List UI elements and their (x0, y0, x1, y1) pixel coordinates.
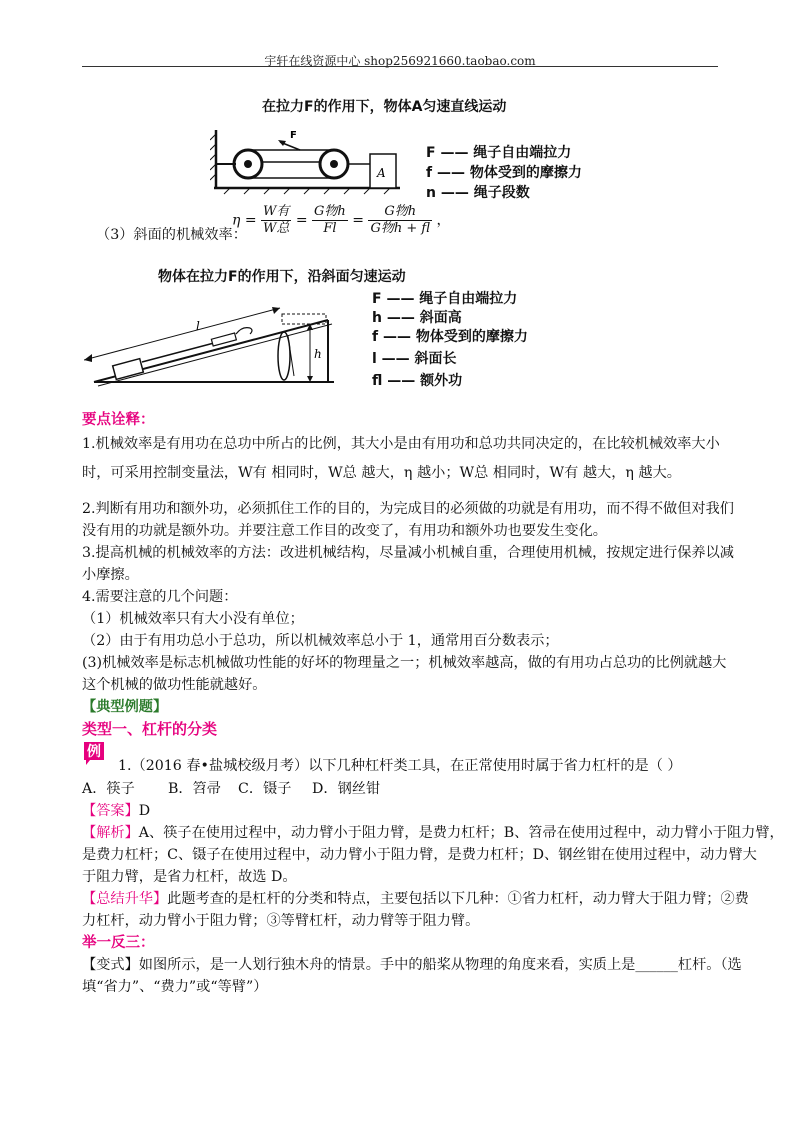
pulley-figure (210, 126, 410, 196)
legend1-item: F —— 绳子自由端拉力 (426, 145, 572, 161)
figure1-caption: 在拉力F的作用下，物体A匀速直线运动 (262, 99, 507, 115)
legend1-item: n —— 绳子段数 (426, 185, 530, 201)
incline-formula-label: （3）斜面的机械效率： (96, 227, 247, 243)
summary-text: 此题考查的是杠杆的分类和特点，主要包括以下几种：①省力杠杆，动力臂大于阻力臂；②费 (167, 891, 749, 907)
eta-symbol: η = (232, 212, 257, 229)
paragraph: （1）机械效率只有大小没有单位； (82, 611, 304, 627)
legend1-item: f —— 物体受到的摩擦力 (426, 165, 582, 181)
paragraph: (3)机械效率是标志机械做功性能的好坏的物理量之一；机械效率越高，做的有用功占总功的比例就越大 (82, 655, 727, 671)
paragraph: 时，可采用控制变量法，W有 相同时，W总 越大，η 越小；W总 相同时，W有 越大，η 越大。 (82, 465, 681, 481)
block-label: A (377, 166, 386, 180)
option-d: D．钢丝钳 (312, 781, 381, 797)
answer-line (82, 800, 150, 822)
summary-text: 力杠杆，动力臂小于阻力臂；③等臂杠杆，动力臂等于阻力臂。 (82, 913, 480, 929)
paragraph: 1.机械效率是有用功在总功中所占的比例，其大小是由有用功和总功共同决定的，在比较机械效率大小 (82, 436, 720, 452)
typical-examples-title: 【典型例题】 (82, 699, 168, 715)
incline-figure (84, 296, 344, 388)
question-stem: 1.（2016 春•盐城校级月考）以下几种杠杆类工具，在正常使用时属于省力杠杆的是（ ） (118, 758, 682, 774)
legend2-item: l —— 斜面长 (372, 351, 457, 367)
analysis-label: 【解析】 (82, 825, 139, 841)
paragraph: 没有用的功就是额外功。并要注意工作目的改变了，有用功和额外功也要发生变化。 (82, 523, 607, 539)
header-divider (82, 66, 718, 67)
paragraph: 小摩擦。 (82, 567, 139, 583)
paragraph: （2）由于有用功总小于总功，所以机械效率总小于 1，通常用百分数表示； (82, 633, 559, 649)
key-points-title: 要点诠释： (82, 411, 155, 428)
legend2-item: F —— 绳子自由端拉力 (372, 291, 518, 307)
paragraph: 4.需要注意的几个问题： (82, 589, 238, 605)
variant-question: 填“省力”、“费力”或“等臂”） (82, 979, 268, 995)
fraction: $\frac{\text{W有}}{\text{W总}}$ (263, 204, 290, 236)
answer-label: 【答案】 (82, 803, 139, 819)
legend2-item: h —— 斜面高 (372, 310, 462, 326)
example-badge-icon (82, 740, 106, 766)
length-label: l (196, 319, 200, 333)
answer-value: D (138, 803, 151, 819)
fraction: $\frac{\text{G物h}}{Fl}$ (314, 204, 346, 236)
summary-line (82, 888, 749, 910)
legend2-item: f —— 物体受到的摩擦力 (372, 329, 528, 345)
example-badge-label: 例 (87, 744, 101, 760)
option-a: A．筷子 (82, 781, 135, 797)
analysis-text: 是费力杠杆；C、镊子在使用过程中，动力臂小于阻力臂，是费力杠杆；D、钢丝钳在使用过程中，动力臂大 (82, 847, 757, 863)
incline-formula: η = $\frac{\text{W有}}{\text{W总}}$ = $\frac{\text{G物h}}{Fl}$ = $\frac{\text{G物h}}{\text{G物h + fl}}$ ， (232, 204, 451, 236)
page-header: 宇轩在线资源中心 shop256921660.taobao.com (264, 54, 536, 68)
paragraph: 这个机械的做功性能就越好。 (82, 677, 267, 693)
practice-title: 举一反三： (82, 934, 155, 951)
analysis-line (82, 822, 784, 844)
option-b: B．笤帚 (168, 781, 221, 797)
paragraph: 3.提高机械的机械效率的方法：改进机械结构，尽量减小机械自重，合理使用机械，按规定进行保养以减 (82, 545, 734, 561)
fraction: $\frac{\text{G物h}}{\text{G物h + fl}}$ (370, 204, 431, 236)
section-title: 类型一、杠杆的分类 (82, 720, 218, 738)
figure2-caption: 物体在拉力F的作用下，沿斜面匀速运动 (158, 269, 406, 285)
variant-question: 【变式】如图所示，是一人划行独木舟的情景。手中的船桨从物理的角度来看，实质上是______杠杆。（选 (82, 957, 742, 973)
analysis-text: 于阻力臂，是省力杠杆，故选 D。 (82, 869, 297, 885)
paragraph: 2.判断有用功和额外功，必须抓住工作的目的，为完成目的必须做的功就是有用功，而不得不做但对我们 (82, 501, 734, 517)
summary-label: 【总结升华】 (82, 891, 168, 907)
height-label: h (314, 347, 322, 361)
option-c: C．镊子 (238, 781, 292, 797)
analysis-text: A、筷子在使用过程中，动力臂小于阻力臂，是费力杠杆；B、笤帚在使用过程中，动力臂小于阻力臂， (138, 825, 784, 841)
legend2-item: fl —— 额外功 (372, 373, 463, 389)
force-label: F (290, 130, 297, 141)
